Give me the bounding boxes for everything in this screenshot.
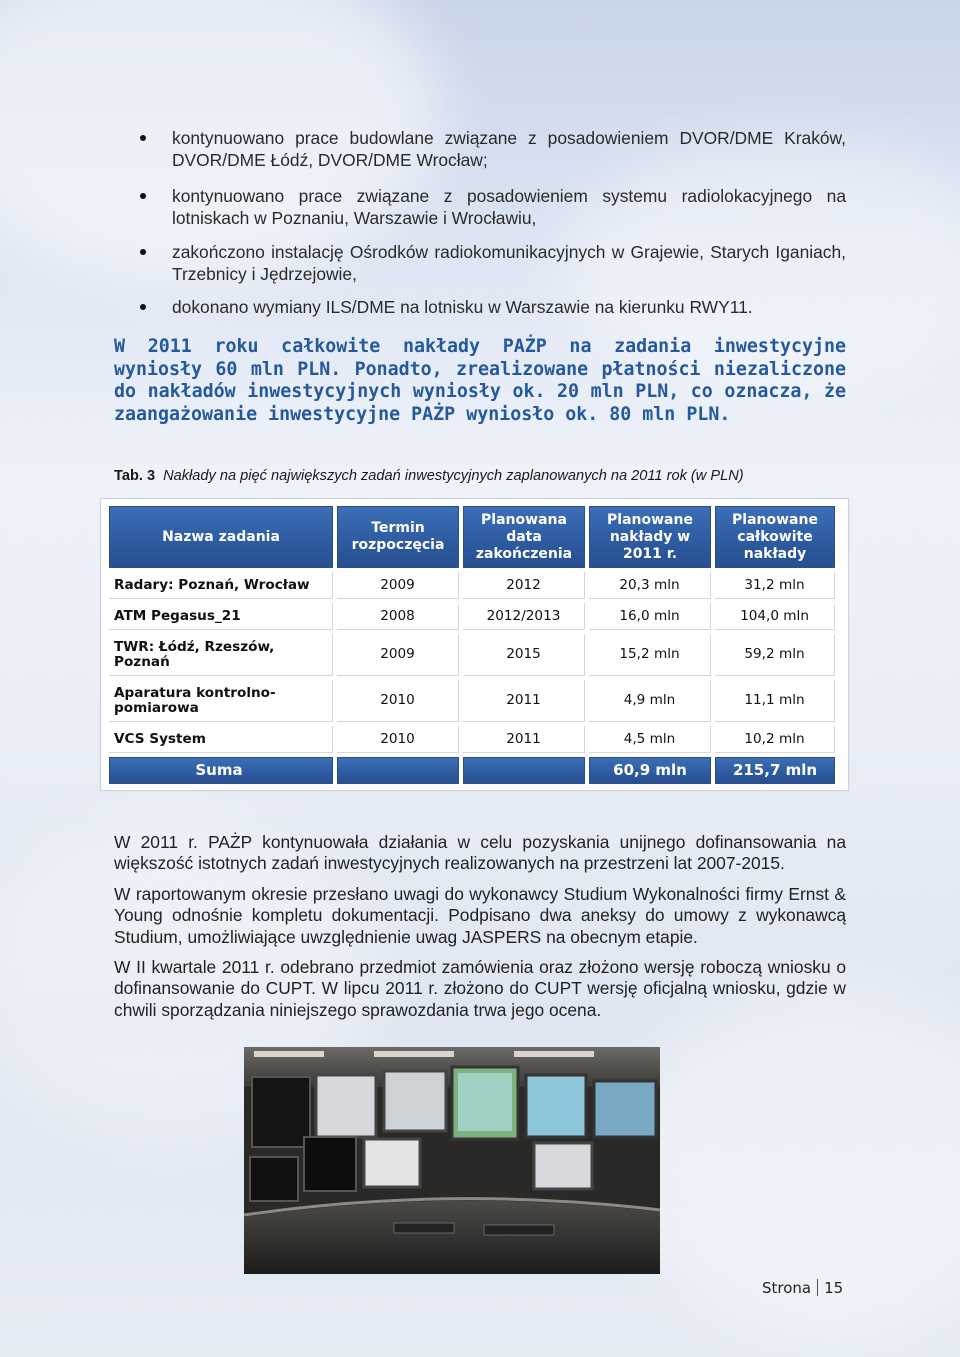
- table-cell: Suma: [109, 757, 333, 784]
- highlight-paragraph: W 2011 roku całkowite nakłady PAŻP na zadania inwestycyjne wyniosły 60 mln PLN. Ponadto, zrealizowane płatności niezaliczone do nakładów inwestycyjnych wyniosły ok. 20 mln PLN, co oznacza, że zaangażowanie inwestycyjne PAŻP wyniosło ok. 80 mln PLN.: [114, 336, 846, 425]
- bullet-icon: [140, 249, 146, 255]
- table-cell: 2010: [337, 680, 459, 722]
- table-cell: 104,0 mln: [715, 603, 835, 630]
- table-cell: ATM Pegasus_21: [109, 603, 333, 630]
- table-cell: [463, 757, 585, 784]
- list-item: [140, 185, 846, 229]
- bullet-icon: [140, 304, 146, 310]
- list-item: [140, 127, 846, 171]
- footer-label: Strona: [762, 1279, 812, 1297]
- page-number: 15: [824, 1279, 844, 1297]
- body-paragraph: W 2011 r. PAŻP kontynuowała działania w celu pozyskania unijnego dofinansowania na większość istotnych zadań inwestycyjnych realizowanych na przestrzeni lat 2007-2015.: [114, 832, 846, 874]
- table-cell: 31,2 mln: [715, 572, 835, 599]
- table-cell: VCS System: [109, 726, 333, 753]
- table-cell: 59,2 mln: [715, 634, 835, 676]
- column-header: Planowane całkowite nakłady: [715, 506, 835, 568]
- table-header-row: [109, 506, 835, 568]
- table-cell: 2012: [463, 572, 585, 599]
- column-header: Termin rozpoczęcia: [337, 506, 459, 568]
- table-cell: 11,1 mln: [715, 680, 835, 722]
- table-cell: 2009: [337, 634, 459, 676]
- table-cell: 4,9 mln: [589, 680, 711, 722]
- table-caption: [114, 468, 854, 484]
- table-cell: 4,5 mln: [589, 726, 711, 753]
- table-cell: 2011: [463, 680, 585, 722]
- table-caption-label: Tab. 3: [114, 468, 156, 484]
- body-paragraph: W raportowanym okresie przesłano uwagi do wykonawcy Studium Wykonalności firmy Ernst & Young odnośnie kompletu dokumentacji. Podpisano dwa aneksy do umowy z wykonawcą Studium, umożliwiające uwzględnienie uwag JASPERS na obecnym etapie.: [114, 884, 846, 947]
- table-cell: 2008: [337, 603, 459, 630]
- list-item-text: kontynuowano prace związane z posadowieniem systemu radiolokacyjnego na lotniskach w Poznaniu, Warszawie i Wrocławiu,: [172, 186, 846, 228]
- investment-table-frame: [100, 498, 849, 791]
- table-cell: 2011: [463, 726, 585, 753]
- bullet-icon: [140, 135, 146, 141]
- list-item-text: zakończono instalację Ośrodków radiokomunikacyjnych w Grajewie, Starych Iganiach, Trzebnicy i Jędrzejowie,: [172, 242, 846, 284]
- table-cell: 10,2 mln: [715, 726, 835, 753]
- table-row: [109, 634, 835, 676]
- page-footer: [762, 1279, 843, 1297]
- table-cell: 60,9 mln: [589, 757, 711, 784]
- table-cell: 2015: [463, 634, 585, 676]
- bullet-list: [140, 127, 846, 318]
- table-cell: [337, 757, 459, 784]
- footer-divider: [817, 1279, 818, 1296]
- table-row: [109, 726, 835, 753]
- table-cell: TWR: Łódź, Rzeszów, Poznań: [109, 634, 333, 676]
- column-header: Planowane nakłady w 2011 r.: [589, 506, 711, 568]
- table-cell: Aparatura kontrolno-pomiarowa: [109, 680, 333, 722]
- table-cell: Radary: Poznań, Wrocław: [109, 572, 333, 599]
- table-row: [109, 572, 835, 599]
- table-cell: 215,7 mln: [715, 757, 835, 784]
- table-row: [109, 603, 835, 630]
- column-header: Nazwa zadania: [109, 506, 333, 568]
- investment-table: [105, 502, 839, 788]
- table-cell: 16,0 mln: [589, 603, 711, 630]
- table-sum-row: [109, 757, 835, 784]
- table-cell: 2009: [337, 572, 459, 599]
- table-caption-text: Nakłady na pięć największych zadań inwestycyjnych zaplanowanych na 2011 rok (w PLN): [163, 468, 744, 484]
- table-cell: 20,3 mln: [589, 572, 711, 599]
- list-item: [140, 241, 846, 285]
- table-row: [109, 680, 835, 722]
- list-item: [140, 296, 846, 318]
- control-room-photo: [244, 1047, 660, 1274]
- bullet-icon: [140, 193, 146, 199]
- table-cell: 2010: [337, 726, 459, 753]
- control-room-illustration: [244, 1047, 660, 1274]
- list-item-text: dokonano wymiany ILS/DME na lotnisku w Warszawie na kierunku RWY11.: [172, 297, 753, 317]
- body-paragraph: W II kwartale 2011 r. odebrano przedmiot zamówienia oraz złożono wersję roboczą wniosku o dofinansowanie do CUPT. W lipcu 2011 r. złożono do CUPT wersję oficjalną wniosku, gdzie w chwili sporządzania niniejszego sprawozdania trwa jego ocena.: [114, 957, 846, 1020]
- column-header: Planowana data zakończenia: [463, 506, 585, 568]
- list-item-text: kontynuowano prace budowlane związane z posadowieniem DVOR/DME Kraków, DVOR/DME Łódź, DVOR/DME Wrocław;: [172, 128, 846, 170]
- table-cell: 2012/2013: [463, 603, 585, 630]
- table-cell: 15,2 mln: [589, 634, 711, 676]
